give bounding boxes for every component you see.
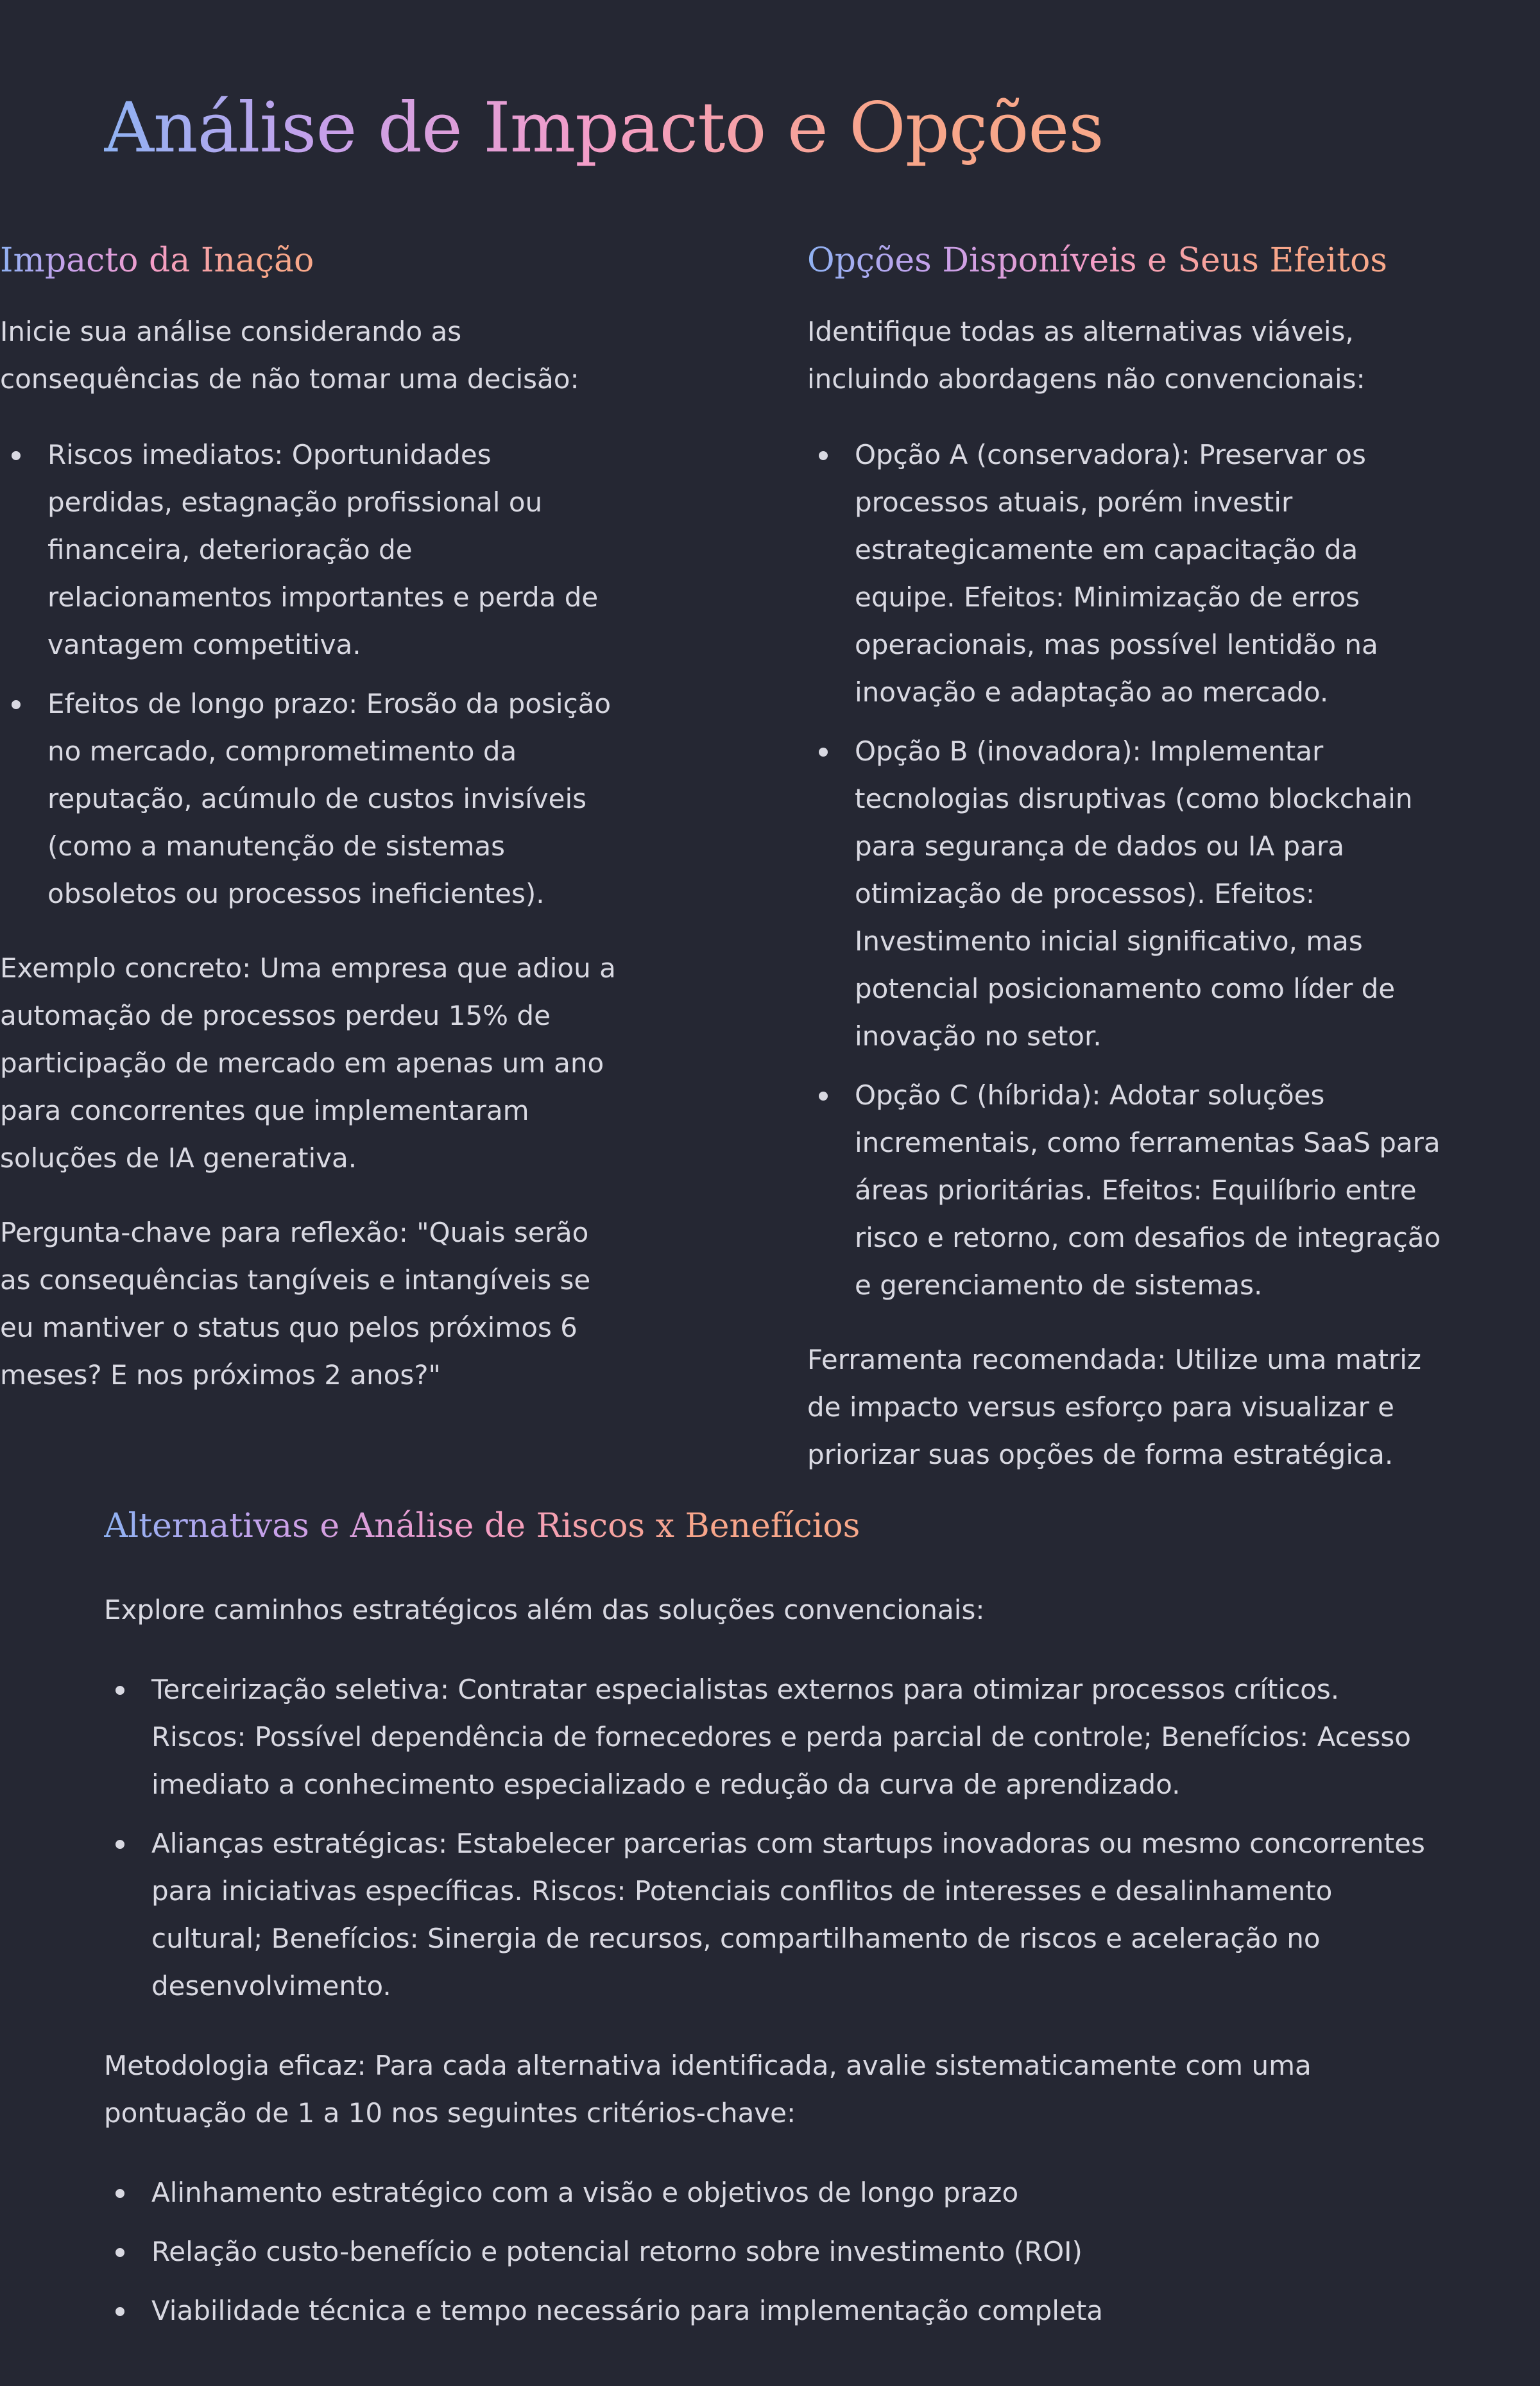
impact-intro: Inicie sua análise considerando as consequências de não tomar uma decisão: <box>0 316 579 395</box>
options-heading: Opções Disponíveis e Seus Efeitos <box>807 236 1387 285</box>
options-section <box>807 236 1449 1479</box>
list-item: Alianças estratégicas: Estabelecer parcerias com startups inovadoras ou mesmo concorrentes para iniciativas específicas. Riscos: Potenciais conflitos de interesses e desalinhamento cultural; Benefícios: Sinergia de recursos, compartilhamento de riscos e aceleração no desenvolvimento. <box>151 1820 1436 2010</box>
impact-list <box>0 431 616 918</box>
list-item: Viabilidade técnica e tempo necessário para implementação completa <box>151 2287 1436 2335</box>
list-item: Opção C (híbrida): Adotar soluções incrementais, como ferramentas SaaS para áreas prioritárias. Efeitos: Equilíbrio entre risco e retorno, com desafios de integração e gerenciamento de sistemas. <box>855 1072 1449 1309</box>
list-item: Relação custo-benefício e potencial retorno sobre investimento (ROI) <box>151 2228 1436 2276</box>
list-item: Terceirização seletiva: Contratar especialistas externos para otimizar processos críticos. Riscos: Possível dependência de fornecedores e perda parcial de controle; Benefícios: Acesso imediato a conhecimento especializado e redução da curva de aprendizado. <box>151 1666 1436 1808</box>
impact-question: Pergunta-chave para reflexão: "Quais serão as consequências tangíveis e intangíveis se eu mantiver o status quo pelos próximos 6 meses? E nos próximos 2 anos?" <box>0 1217 591 1391</box>
criteria-list <box>104 2169 1436 2335</box>
options-tool: Ferramenta recomendada: Utilize uma matriz de impacto versus esforço para visualizar e priorizar suas opções de forma estratégica. <box>807 1344 1421 1470</box>
options-intro: Identifique todas as alternativas viáveis, incluindo abordagens não convencionais: <box>807 316 1365 395</box>
alternatives-intro: Explore caminhos estratégicos além das soluções convencionais: <box>104 1594 985 1626</box>
impact-example: Exemplo concreto: Uma empresa que adiou a automação de processos perdeu 15% de participação de mercado em apenas um ano para concorrentes que implementaram soluções de IA generativa. <box>0 952 616 1174</box>
alternatives-list <box>104 1666 1436 2010</box>
alternatives-heading: Alternativas e Análise de Riscos x Benefícios <box>104 1502 860 1550</box>
page-title: Análise de Impacto e Opções <box>104 77 1104 180</box>
options-list <box>807 431 1449 1309</box>
alternatives-section <box>104 1502 1436 2335</box>
alternatives-methodology: Metodologia eficaz: Para cada alternativa identificada, avalie sistematicamente com uma pontuação de 1 a 10 nos seguintes critérios-chave: <box>104 2050 1312 2129</box>
list-item: Opção B (inovadora): Implementar tecnologias disruptivas (como blockchain para segurança de dados ou IA para otimização de processos). Efeitos: Investimento inicial significativo, mas potencial posicionamento como líder de inovação no setor. <box>855 728 1449 1060</box>
list-item: Efeitos de longo prazo: Erosão da posição no mercado, comprometimento da reputação, acúmulo de custos invisíveis (como a manutenção de sistemas obsoletos ou processos ineficientes). <box>47 680 616 918</box>
list-item: Alinhamento estratégico com a visão e objetivos de longo prazo <box>151 2169 1436 2217</box>
impact-heading: Impacto da Inação <box>0 236 314 285</box>
list-item: Riscos imediatos: Oportunidades perdidas, estagnação profissional ou financeira, deterioração de relacionamentos importantes e perda de vantagem competitiva. <box>47 431 616 669</box>
list-item: Opção A (conservadora): Preservar os processos atuais, porém investir estrategicamente em capacitação da equipe. Efeitos: Minimização de erros operacionais, mas possível lentidão na inovação e adaptação ao mercado. <box>855 431 1449 716</box>
impact-section <box>0 236 616 1399</box>
